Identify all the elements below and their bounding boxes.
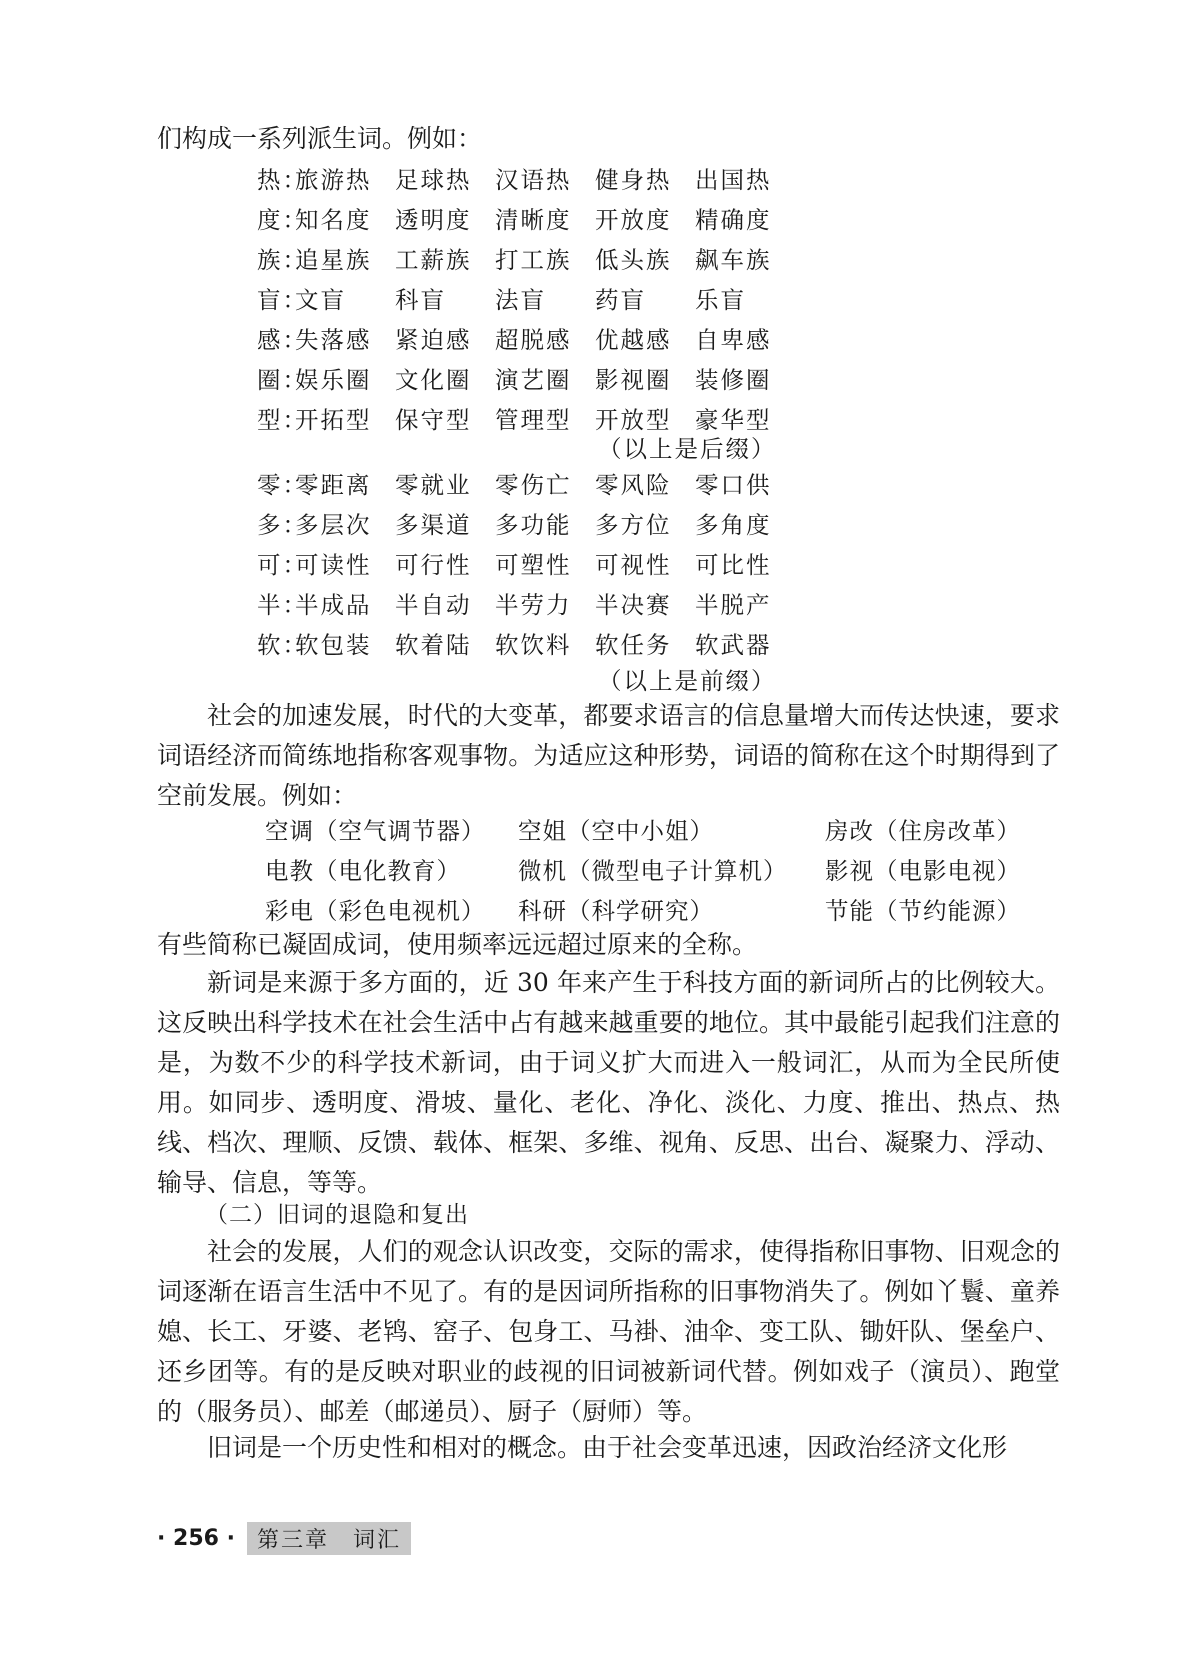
example-word: 零伤亡 [495,471,572,499]
example-word: 清晰度 [495,206,572,234]
example-word: 可读性 [295,551,372,579]
example-word: 软武器 [695,631,772,659]
example-word: 软饮料 [495,631,572,659]
example-word: 多角度 [695,511,772,539]
example-word: 半成品 [295,591,372,619]
example-word: 半自动 [395,591,472,619]
example-word: 透明度 [395,206,472,234]
chapter-label: 第三章 词汇 [247,1522,411,1555]
example-word: 科盲 [395,286,446,314]
example-word: 半劳力 [495,591,572,619]
example-word: 开拓型 [295,406,372,434]
example-word: 开放度 [595,206,672,234]
abbreviation-row [265,851,1065,891]
example-word: 半脱产 [695,591,772,619]
affix-head: 度： [257,206,308,234]
example-word: 可视性 [595,551,672,579]
example-word: 法盲 [495,286,546,314]
example-word: 演艺圈 [495,366,572,394]
example-word: 软任务 [595,631,672,659]
prefix-note: （以上是前缀） [598,667,777,695]
page-number: · 256 · [157,1525,235,1551]
paragraph-old-words-concept: 旧词是一个历史性和相对的概念。由于社会变革迅速，因政治经济文化形 [207,1433,1008,1462]
example-word: 管理型 [495,406,572,434]
example-word: 超脱感 [495,326,572,354]
page-footer [157,1521,411,1555]
example-word: 足球热 [395,166,472,194]
example-word: 出国热 [695,166,772,194]
example-word: 零口供 [695,471,772,499]
affix-head: 热： [257,166,308,194]
affix-head: 感： [257,326,308,354]
example-word: 软包装 [295,631,372,659]
example-word: 工薪族 [395,246,472,274]
example-word: 零风险 [595,471,672,499]
example-word: 豪华型 [695,406,772,434]
example-word: 汉语热 [495,166,572,194]
example-word: 自卑感 [695,326,772,354]
example-word: 健身热 [595,166,672,194]
example-word: 多方位 [595,511,672,539]
example-word: 打工族 [495,246,572,274]
example-word: 优越感 [595,326,672,354]
example-word: 紧迫感 [395,326,472,354]
example-word: 装修圈 [695,366,772,394]
affix-head: 型： [257,406,308,434]
paragraph-abbreviation-intro: 社会的加速发展，时代的大变革，都要求语言的信息量增大而传达快速，要求词语经济而简练地指称客观事物。为适应这种形势，词语的简称在这个时期得到了空前发展。例如： [157,701,1060,810]
section-heading: （二）旧词的退隐和复出 [205,1202,469,1228]
example-word: 娱乐圈 [295,366,372,394]
abbreviation-example-list [265,811,1065,931]
example-word: 乐盲 [695,286,746,314]
paragraph-old-words: 社会的发展，人们的观念认识改变，交际的需求，使得指称旧事物、旧观念的词逐渐在语言生活中不见了。有的是因词所指称的旧事物消失了。例如丫鬟、童养媳、长工、牙婆、老鸨、窑子、包身工、马褂、油伞、变工队、锄奸队、堡垒户、还乡团等。有的是反映对职业的歧视的旧词被新词代替。例如戏子（演员）、跑堂的（服务员）、邮差（邮递员）、厨子（厨师）等。 [157,1237,1060,1426]
abbreviation-item: 空调（空气调节器） [265,817,486,845]
abbreviation-item: 电教（电化教育） [265,857,461,885]
example-word: 影视圈 [595,366,672,394]
affix-head: 圈： [257,366,308,394]
example-word: 零就业 [395,471,472,499]
example-word: 可塑性 [495,551,572,579]
example-word: 精确度 [695,206,772,234]
example-word: 多层次 [295,511,372,539]
example-word: 软着陆 [395,631,472,659]
abbreviation-item: 节能（节约能源） [825,897,1021,925]
affix-head: 多： [257,511,308,539]
example-word: 文化圈 [395,366,472,394]
example-word: 零距离 [295,471,372,499]
example-word: 知名度 [295,206,372,234]
suffix-note: （以上是后缀） [598,435,777,463]
example-word: 开放型 [595,406,672,434]
affix-head: 盲： [257,286,308,314]
abbreviation-item: 空姐（空中小姐） [518,817,714,845]
example-word: 多功能 [495,511,572,539]
example-word: 保守型 [395,406,472,434]
affix-head: 族： [257,246,308,274]
abbreviation-item: 房改（住房改革） [825,817,1021,845]
affix-head: 半： [257,591,308,619]
example-word: 飙车族 [695,246,772,274]
example-word: 失落感 [295,326,372,354]
intro-line: 们构成一系列派生词。例如： [157,124,483,153]
abbreviation-item: 影视（电影电视） [825,857,1021,885]
example-word: 低头族 [595,246,672,274]
example-word: 多渠道 [395,511,472,539]
example-word: 旅游热 [295,166,372,194]
affix-head: 可： [257,551,308,579]
paragraph-abbreviation-note: 有些简称已凝固成词，使用频率远远超过原来的全称。 [157,930,758,959]
affix-head: 软： [257,631,308,659]
affix-head: 零： [257,471,308,499]
abbreviation-item: 微机（微型电子计算机） [518,857,788,885]
paragraph-science-words: 新词是来源于多方面的，近 30 年来产生于科技方面的新词所占的比例较大。这反映出科学技术在社会生活中占有越来越重要的地位。其中最能引起我们注意的是，为数不少的科学技术新词，由于词义扩大而进入一般词汇，从而为全民所使用。如同步、透明度、滑坡、量化、老化、净化、淡化、力度、推出、热点、热线、档次、理顺、反馈、载体、框架、多维、视角、反思、出台、凝聚力、浮动、输导、信息，等等。 [157,968,1060,1197]
abbreviation-item: 科研（科学研究） [518,897,714,925]
example-word: 文盲 [295,286,346,314]
example-word: 可行性 [395,551,472,579]
example-word: 半决赛 [595,591,672,619]
example-word: 可比性 [695,551,772,579]
abbreviation-item: 彩电（彩色电视机） [265,897,486,925]
example-word: 追星族 [295,246,372,274]
abbreviation-row [265,811,1065,851]
example-word: 药盲 [595,286,646,314]
